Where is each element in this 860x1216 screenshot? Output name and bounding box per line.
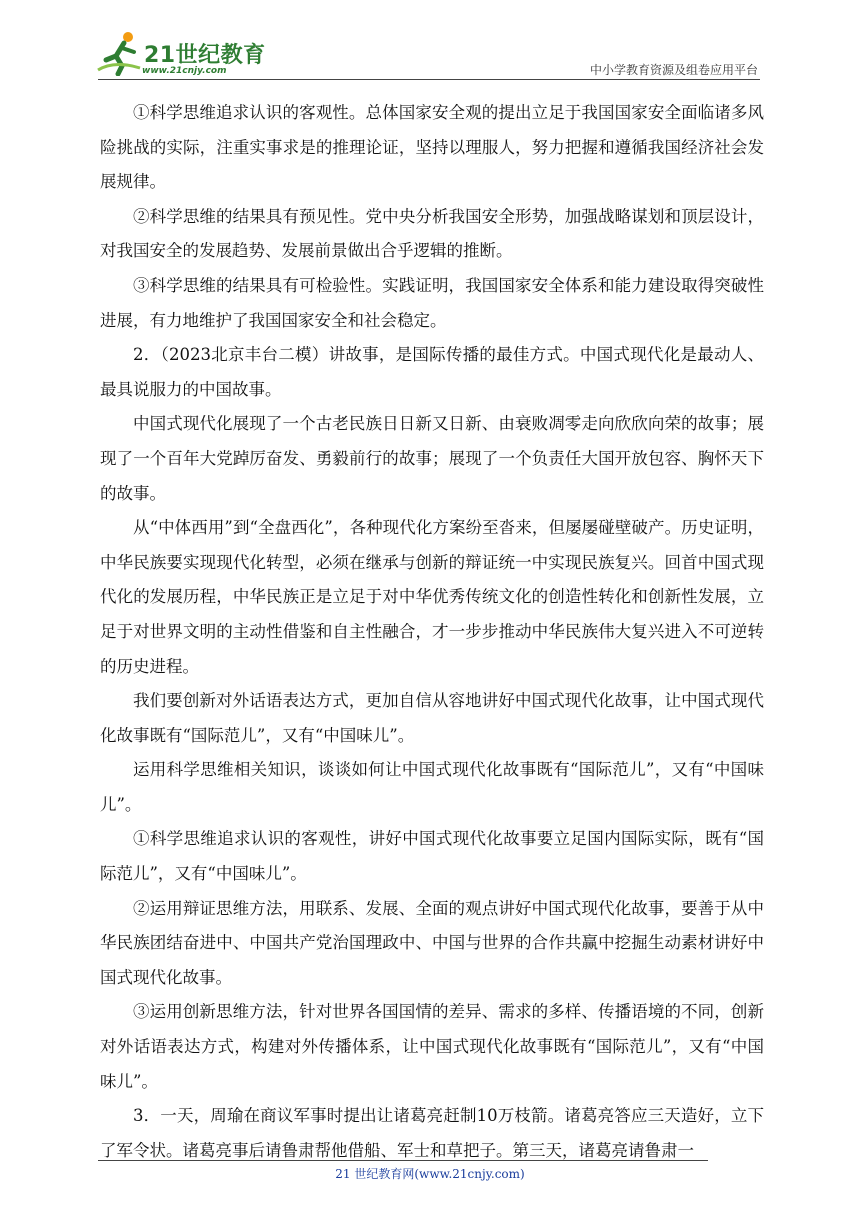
footer-divider xyxy=(98,1160,708,1161)
question-3-stem: 3．一天，周瑜在商议军事时提出让诸葛亮赶制10万枝箭。诸葛亮答应三天造好，立下了军令状。诸葛亮事后请鲁肃帮他借船、军士和草把子。第三天，诸葛亮请鲁肃一 xyxy=(100,1106,764,1160)
question-2-stem: 2．（2023北京丰台二模）讲故事，是国际传播的最佳方式。中国式现代化是最动人、最具说服力的中国故事。 xyxy=(100,345,764,399)
paragraph: ②科学思维的结果具有预见性。党中央分析我国安全形势，加强战略谋划和顶层设计，对我国安全的发展趋势、发展前景做出合乎逻辑的推断。 xyxy=(100,206,764,261)
paragraph: 从“中体西用”到“全盘西化”，各种现代化方案纷至沓来，但屡屡碰壁破产。历史证明，中华民族要实现现代化转型，必须在继承与创新的辩证统一中实现民族复兴。回首中国式现代化的发展历程，中华民族正是立足于对中华优秀传统文化的创造性转化和创新性发展，立足于对世界文明的主动性借鉴和自主性融合，才一步步推动中华民族伟大复兴进入不可逆转的历史进程。 xyxy=(100,518,764,676)
site-logo[interactable] xyxy=(94,30,264,80)
paragraph: 中国式现代化展现了一个古老民族日日新又日新、由衰败凋零走向欣欣向荣的故事；展现了一个百年大党踔厉奋发、勇毅前行的故事；展现了一个负责任大国开放包容、胸怀天下的故事。 xyxy=(100,414,764,503)
document-body xyxy=(100,96,764,1168)
header-divider xyxy=(98,79,760,80)
page-footer[interactable]: 21 世纪教育网(www.21cnjy.com) xyxy=(335,1167,525,1181)
header-tagline: 中小学教育资源及组卷应用平台 xyxy=(589,63,758,77)
paragraph: ③科学思维的结果具有可检验性。实践证明，我国国家安全体系和能力建设取得突破性进展，有力地维护了我国国家安全和社会稳定。 xyxy=(100,275,764,330)
answer-point: ①科学思维追求认识的客观性，讲好中国式现代化故事要立足国内国际实际，既有“国际范儿”，又有“中国味儿”。 xyxy=(100,829,764,884)
logo-url: www.21cnjy.com xyxy=(142,66,227,76)
runner-logo-icon xyxy=(94,30,144,76)
page-header xyxy=(0,0,860,80)
answer-point: ②运用辩证思维方法，用联系、发展、全面的观点讲好中国式现代化故事，要善于从中华民族团结奋进中、中国共产党治国理政中、中国与世界的合作共赢中挖掘生动素材讲好中国式现代化故事。 xyxy=(100,898,764,987)
answer-point: ③运用创新思维方法，针对世界各国国情的差异、需求的多样、传播语境的不同，创新对外话语表达方式，构建对外传播体系，让中国式现代化故事既有“国际范儿”，又有“中国味儿”。 xyxy=(100,1002,764,1091)
logo-text: 21世纪教育 xyxy=(144,43,266,68)
paragraph: ①科学思维追求认识的客观性。总体国家安全观的提出立足于我国国家安全面临诸多风险挑战的实际，注重实事求是的推理论证，坚持以理服人，努力把握和遵循我国经济社会发展规律。 xyxy=(100,103,764,192)
question-2-prompt: 运用科学思维相关知识，谈谈如何让中国式现代化故事既有“国际范儿”，又有“中国味儿”。 xyxy=(100,760,764,814)
paragraph: 我们要创新对外话语表达方式，更加自信从容地讲好中国式现代化故事，让中国式现代化故事既有“国际范儿”，又有“中国味儿”。 xyxy=(100,691,764,745)
